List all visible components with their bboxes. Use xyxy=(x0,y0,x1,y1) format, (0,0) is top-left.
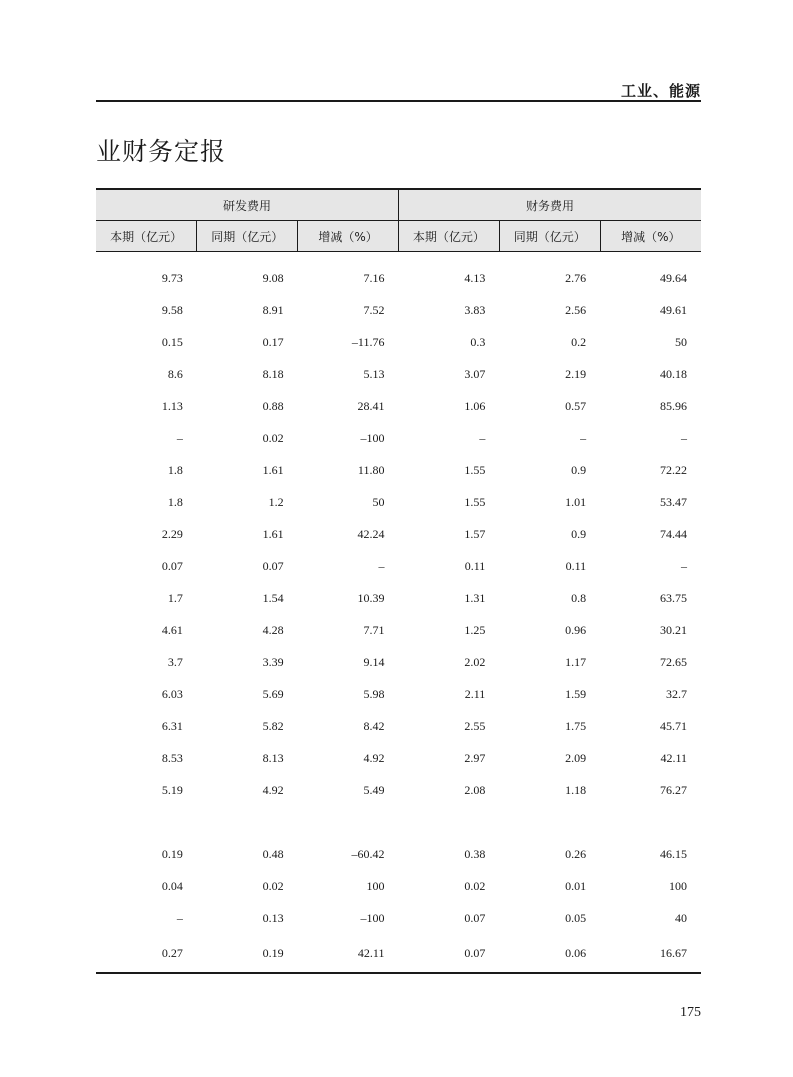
table-cell: 7.16 xyxy=(363,270,385,285)
table-cell: 4.92 xyxy=(262,782,284,797)
table-cell: 0.38 xyxy=(464,846,486,861)
table-cell: 6.03 xyxy=(161,686,183,701)
table-cell: 1.59 xyxy=(565,686,587,701)
table-row xyxy=(96,742,701,774)
table-cell: 0.26 xyxy=(565,846,587,861)
table-cell xyxy=(600,806,701,838)
table-cell: 1.01 xyxy=(565,494,587,509)
table-cell: 1.8 xyxy=(167,494,183,509)
table-cell: 0.15 xyxy=(161,334,183,349)
table-cell: 1.61 xyxy=(262,526,284,541)
table-cell: 0.01 xyxy=(565,878,587,893)
table-cell: 8.91 xyxy=(262,302,284,317)
table-cell: 0.06 xyxy=(499,934,600,973)
table-cell: 0.48 xyxy=(262,846,284,861)
table-cell: 0.05 xyxy=(565,910,587,925)
table-cell: 0.02 xyxy=(464,878,486,893)
table-cell: 49.61 xyxy=(660,302,687,317)
table-header xyxy=(96,189,701,252)
table-cell: 8.13 xyxy=(262,750,284,765)
table-cell: 0.02 xyxy=(262,430,284,445)
column-header: 同期（亿元） xyxy=(499,221,600,252)
table-cell: 40 xyxy=(675,910,687,925)
table-cell: 1.54 xyxy=(262,590,284,605)
table-row xyxy=(96,870,701,902)
table-cell: 46.15 xyxy=(660,846,687,861)
table-cell: 16.67 xyxy=(600,934,701,973)
table-cell: 1.18 xyxy=(565,782,587,797)
table-cell: –11.76 xyxy=(351,334,385,349)
table-cell: 5.19 xyxy=(161,782,183,797)
table-row xyxy=(96,646,701,678)
table-cell: 9.58 xyxy=(161,302,183,317)
table-cell: 0.2 xyxy=(571,334,587,349)
table-cell: 3.39 xyxy=(262,654,284,669)
table-cell: 7.52 xyxy=(363,302,385,317)
page-title: 业财务定报 xyxy=(96,137,227,166)
column-header-row xyxy=(96,221,701,252)
table-cell: 45.71 xyxy=(660,718,687,733)
table-row xyxy=(96,358,701,390)
table-cell: 2.29 xyxy=(161,526,183,541)
table-cell: 53.47 xyxy=(660,494,687,509)
group-header-financial-expense: 财务费用 xyxy=(398,189,701,221)
table-cell: 1.55 xyxy=(464,494,486,509)
table-cell: 0.04 xyxy=(161,878,183,893)
table-cell: 0.9 xyxy=(571,462,587,477)
table-cell: 100 xyxy=(366,878,385,893)
column-header: 同期（亿元） xyxy=(197,221,298,252)
table-cell: 50 xyxy=(372,494,385,509)
table-cell xyxy=(96,806,197,838)
table-body xyxy=(96,252,701,974)
table-row xyxy=(96,252,701,295)
table-cell: 0.8 xyxy=(571,590,587,605)
table-cell: 0.57 xyxy=(565,398,587,413)
table-cell: 0.88 xyxy=(262,398,284,413)
table-cell: 7.71 xyxy=(363,622,385,637)
table-cell: 8.6 xyxy=(167,366,183,381)
table-cell: 0.02 xyxy=(262,878,284,893)
table-cell xyxy=(398,806,499,838)
table-cell: 0.27 xyxy=(96,934,197,973)
table-cell: 2.19 xyxy=(565,366,587,381)
table-cell: 8.18 xyxy=(262,366,284,381)
table-cell: 5.49 xyxy=(363,782,385,797)
table-cell: 1.06 xyxy=(464,398,486,413)
table-cell: 6.31 xyxy=(161,718,183,733)
column-header: 本期（亿元） xyxy=(96,221,197,252)
table-row xyxy=(96,326,701,358)
table-cell: 50 xyxy=(675,334,687,349)
table-row xyxy=(96,678,701,710)
table-cell: – xyxy=(681,558,687,573)
table-cell: 32.7 xyxy=(666,686,687,701)
table-cell: – xyxy=(378,558,385,573)
column-header: 本期（亿元） xyxy=(398,221,499,252)
table-cell: 5.82 xyxy=(262,718,284,733)
table-cell: 2.55 xyxy=(464,718,486,733)
table-cell: – xyxy=(580,430,587,445)
table-cell: 1.25 xyxy=(464,622,486,637)
table-cell: 3.07 xyxy=(464,366,486,381)
financial-report-table xyxy=(96,188,701,974)
section-header-label: 工业、能源 xyxy=(620,82,701,100)
table-cell: 8.53 xyxy=(161,750,183,765)
table-cell: 9.08 xyxy=(262,270,284,285)
table-cell: 5.98 xyxy=(363,686,385,701)
table-cell: 0.11 xyxy=(464,558,486,573)
table-cell: 28.41 xyxy=(357,398,385,413)
table-cell: 9.14 xyxy=(363,654,385,669)
table-row xyxy=(96,390,701,422)
table-cell: 42.24 xyxy=(357,526,385,541)
group-header-row xyxy=(96,189,701,221)
table-cell: 100 xyxy=(669,878,687,893)
table-cell: 49.64 xyxy=(660,270,687,285)
table-row xyxy=(96,518,701,550)
table-row xyxy=(96,710,701,742)
table-cell: 1.7 xyxy=(167,590,183,605)
table-cell: 0.07 xyxy=(262,558,284,573)
table-cell: 85.96 xyxy=(660,398,687,413)
table-cell: 3.7 xyxy=(167,654,183,669)
section-header xyxy=(96,80,701,102)
table-cell: 0.96 xyxy=(565,622,587,637)
table-cell: 1.75 xyxy=(565,718,587,733)
table-cell: 0.07 xyxy=(398,934,499,973)
table-cell: 0.11 xyxy=(565,558,587,573)
group-header-rd-expense: 研发费用 xyxy=(96,189,398,221)
table-cell: 2.08 xyxy=(464,782,486,797)
table-cell: 10.39 xyxy=(357,590,385,605)
table-cell: 9.73 xyxy=(161,270,183,285)
table-cell: 1.55 xyxy=(464,462,486,477)
column-header: 增减（%） xyxy=(600,221,701,252)
table-cell: 1.57 xyxy=(464,526,486,541)
table-cell: 1.8 xyxy=(167,462,183,477)
table-cell: 74.44 xyxy=(660,526,687,541)
table-cell: 4.13 xyxy=(464,270,486,285)
table-cell: 0.19 xyxy=(197,934,298,973)
table-cell xyxy=(197,806,298,838)
table-cell: –60.42 xyxy=(351,846,385,861)
table-cell: 63.75 xyxy=(660,590,687,605)
table-row xyxy=(96,294,701,326)
table-cell: 0.19 xyxy=(161,846,183,861)
table-cell: 1.31 xyxy=(464,590,486,605)
table-cell: 4.92 xyxy=(363,750,385,765)
table-cell: – xyxy=(479,430,486,445)
table-cell: – xyxy=(176,430,183,445)
table-row xyxy=(96,614,701,646)
table-cell: 72.22 xyxy=(660,462,687,477)
table-cell: 2.97 xyxy=(464,750,486,765)
table-cell: 42.11 xyxy=(660,750,687,765)
table-cell: – xyxy=(176,910,183,925)
table-row xyxy=(96,582,701,614)
table-cell: 0.13 xyxy=(262,910,284,925)
table-cell: – xyxy=(681,430,687,445)
table-cell: 30.21 xyxy=(660,622,687,637)
table-cell: 1.2 xyxy=(268,494,284,509)
table-row xyxy=(96,902,701,934)
table-cell: 11.80 xyxy=(357,462,385,477)
table-cell: 72.65 xyxy=(660,654,687,669)
table-cell: 1.17 xyxy=(565,654,587,669)
column-header: 增减（%） xyxy=(298,221,399,252)
table-cell: 0.3 xyxy=(470,334,486,349)
table-cell: 42.11 xyxy=(298,934,399,973)
table-row xyxy=(96,486,701,518)
table-cell: –100 xyxy=(360,430,385,445)
table-cell: 0.07 xyxy=(161,558,183,573)
table-cell: 2.56 xyxy=(565,302,587,317)
table-row xyxy=(96,806,701,838)
table-row xyxy=(96,422,701,454)
table-cell: 0.07 xyxy=(464,910,486,925)
table-cell: 5.13 xyxy=(363,366,385,381)
table-cell: 5.69 xyxy=(262,686,284,701)
table-cell: 40.18 xyxy=(660,366,687,381)
table-cell: 2.09 xyxy=(565,750,587,765)
table-cell xyxy=(499,806,600,838)
table-cell xyxy=(298,806,399,838)
table-cell: 4.61 xyxy=(161,622,183,637)
table-cell: 3.83 xyxy=(464,302,486,317)
table-cell: 4.28 xyxy=(262,622,284,637)
table-row xyxy=(96,934,701,973)
page-number: 175 xyxy=(680,1005,701,1020)
table-cell: 76.27 xyxy=(660,782,687,797)
table-cell: 2.11 xyxy=(464,686,486,701)
table-row xyxy=(96,838,701,870)
table-row xyxy=(96,454,701,486)
table-cell: 0.9 xyxy=(571,526,587,541)
table-cell: 1.13 xyxy=(161,398,183,413)
table-row xyxy=(96,550,701,582)
table-cell: 0.17 xyxy=(262,334,284,349)
table-cell: 2.02 xyxy=(464,654,486,669)
table-row xyxy=(96,774,701,806)
table-cell: –100 xyxy=(360,910,385,925)
table-cell: 1.61 xyxy=(262,462,284,477)
table-cell: 2.76 xyxy=(565,270,587,285)
table-cell: 8.42 xyxy=(363,718,385,733)
